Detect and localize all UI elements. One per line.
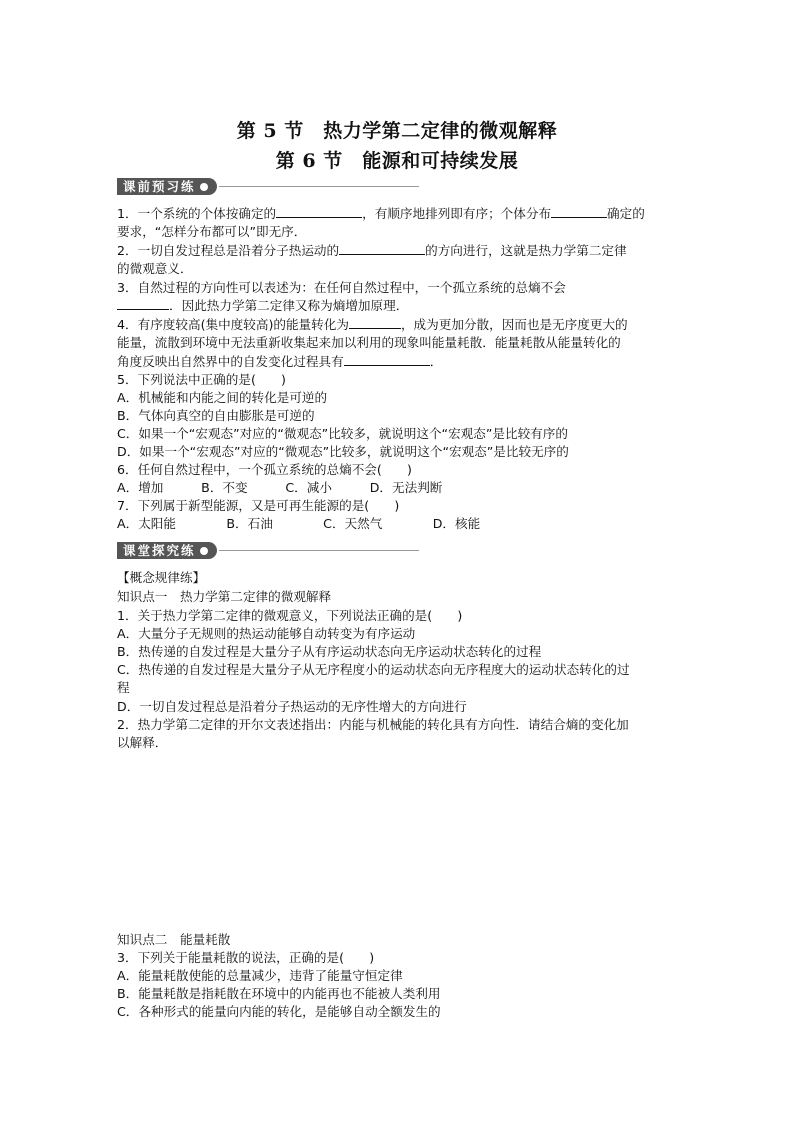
concept-heading: 【概念规律练】 [117,570,206,585]
q1-line: 1．一个系统的个体按确定的 ，有顺序地排列即有序；个体分布 确定的 [117,206,645,221]
q4-line: 4．有序度较高(集中度较高)的能量转化为 ，成为更加分散，因而也是无序度更大的 [117,317,628,332]
answer-blank[interactable] [349,316,401,329]
c-q1-option-c: C．热传递的自发过程是大量分子从无序程度小的运动状态向无序程度大的运动状态转化的过 [117,662,630,677]
c-q1-stem: 1．关于热力学第二定律的微观意义，下列说法正确的是( ) [117,608,463,623]
banner-rule [219,550,419,551]
q5-option-b: B．气体向真空的自由膨胀是可逆的 [117,408,315,423]
q5-option-c: C．如果一个“宏观态”对应的“微观态”比较多，就说明这个“宏观态”是比较有序的 [117,426,568,441]
q6-stem: 6．任何自然过程中，一个孤立系统的总熵不会( ) [117,462,412,477]
answer-blank[interactable] [344,353,430,366]
c-q2-stem-cont: 以解释． [117,735,168,750]
c-q3-option-b: B．能量耗散是指耗散在环境中的内能再也不能被人类利用 [117,986,441,1001]
c-q3-option-c: C．各种形式的能量向内能的转化，是能够自动全额发生的 [117,1004,441,1019]
section-title-5: 第 5 节 热力学第二定律的微观解释 [236,120,558,142]
c-q1-option-b: B．热传递的自发过程是大量分子从有序运动状态向无序运动状态转化的过程 [117,644,542,659]
banner-rule [219,186,419,187]
q5-stem: 5．下列说法中正确的是( ) [117,372,286,387]
c-q1-option-c-cont: 程 [117,680,130,695]
q5-option-d: D．如果一个“宏观态”对应的“微观态”比较多，就说明这个“宏观态”是比较无序的 [117,444,569,459]
bullet-dot-icon [200,183,208,191]
q6-options: A．增加 B．不变 C．减小 D．无法判断 [117,480,443,495]
section-title-6: 第 6 节 能源和可持续发展 [275,150,519,172]
q7-stem: 7．下列属于新型能源，又是可再生能源的是( ) [117,498,400,513]
knowledge-point-1: 知识点一 热力学第二定律的微观解释 [117,589,332,604]
answer-blank[interactable] [276,205,362,218]
classroom-banner [117,542,419,559]
q4-line-2: 能量，流散到环境中无法重新收集起来加以利用的现象叫能量耗散．能量耗散从能量转化的 [117,335,621,350]
answer-blank[interactable] [339,242,425,255]
q2-line-2: 的微观意义． [117,261,193,276]
bullet-dot-icon [200,547,208,555]
q4-line-3: 角度反映出自然界中的自发变化过程具有 ． [117,354,443,369]
c-q3-option-a: A．能量耗散使能的总量减少，违背了能量守恒定律 [117,968,403,983]
c-q1-option-a: A．大量分子无规则的热运动能够自动转变为有序运动 [117,626,416,641]
q7-options: A．太阳能 B．石油 C．天然气 D．核能 [117,516,481,531]
preview-banner-label: 课前预习练 [123,179,196,194]
c-q1-option-d: D．一切自发过程总是沿着分子热运动的无序性增大的方向进行 [117,699,467,714]
answer-blank[interactable] [117,297,169,310]
c-q3-stem: 3．下列关于能量耗散的说法，正确的是( ) [117,950,375,965]
q3-line: 3．自然过程的方向性可以表述为：在任何自然过程中，一个孤立系统的总熵不会 [117,280,566,295]
knowledge-point-2: 知识点二 能量耗散 [117,932,231,947]
q3-line-2: ．因此热力学第二定律又称为熵增加原理． [117,297,408,315]
q2-line: 2．一切自发过程总是沿着分子热运动的 的方向进行，这就是热力学第二定律 [117,243,627,258]
c-q2-stem: 2．热力学第二定律的开尔文表述指出：内能与机械能的转化具有方向性．请结合熵的变化加 [117,717,629,732]
q1-line-2: 要求，“怎样分布都可以”即无序． [117,224,307,239]
q5-option-a: A．机械能和内能之间的转化是可逆的 [117,390,328,405]
answer-blank[interactable] [551,205,607,218]
preview-banner [117,178,419,195]
classroom-banner-label: 课堂探究练 [123,543,196,558]
